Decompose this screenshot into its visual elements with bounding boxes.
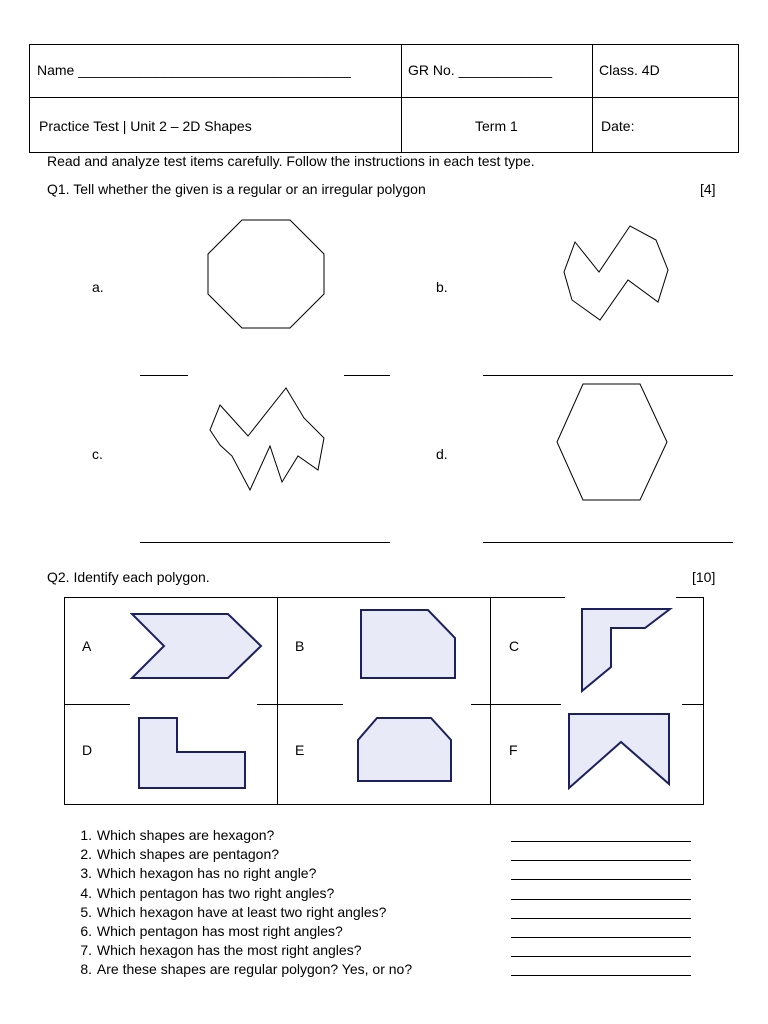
question-text: Which hexagon has the most right angles?: [96, 942, 362, 959]
answer-line[interactable]: [511, 956, 691, 957]
class-label: Class. 4D: [599, 62, 660, 78]
list-item: [66, 903, 412, 922]
shape-f-notched: [569, 714, 669, 788]
cell-label-c: C: [509, 638, 520, 654]
list-item: [66, 941, 412, 960]
answer-line[interactable]: [511, 879, 691, 880]
instructions-text: Read and analyze test items carefully. Follow the instructions in each test type.: [47, 153, 535, 169]
date-field[interactable]: Date:: [601, 118, 635, 134]
cell-label-e: E: [295, 742, 305, 758]
answer-line[interactable]: [511, 937, 691, 938]
test-title: Practice Test | Unit 2 – 2D Shapes: [39, 118, 252, 134]
list-item: [66, 826, 412, 845]
question-number: 2.: [80, 846, 92, 863]
cell-label-f: F: [509, 742, 518, 758]
list-item: [66, 845, 412, 864]
question-number: 3.: [80, 865, 92, 882]
shape-e-hexagon: [358, 718, 451, 781]
question-text: Which shapes are pentagon?: [96, 846, 280, 863]
question-number: 1.: [80, 827, 92, 843]
question-number: 7.: [80, 942, 92, 959]
q1-item-b-label: b.: [436, 279, 448, 295]
q1-item-c-label: c.: [92, 446, 103, 462]
q1-points: [4]: [700, 181, 716, 197]
q1-item-d-label: d.: [436, 446, 448, 462]
list-item: [66, 960, 412, 979]
q2-question-list: [66, 826, 412, 980]
question-text: Which hexagon has no right angle?: [96, 865, 317, 882]
question-text: Which hexagon have at least two right angles?: [96, 903, 387, 920]
shape-a-chevron: [132, 614, 261, 678]
answer-line[interactable]: [511, 841, 691, 842]
answer-line[interactable]: [511, 918, 691, 919]
cell-label-b: B: [295, 638, 305, 654]
cell-label-a: A: [82, 638, 92, 654]
answer-line[interactable]: [511, 860, 691, 861]
question-text: Which shapes are hexagon?: [96, 827, 275, 843]
answer-line[interactable]: [511, 975, 691, 976]
question-text: Are these shapes are regular polygon? Yes, or no?: [96, 961, 413, 978]
shape-b-pentagon: [361, 610, 455, 678]
answer-line[interactable]: [511, 899, 691, 900]
q2-points: [10]: [692, 569, 716, 585]
list-item: [66, 884, 412, 903]
cell-label-d: D: [82, 742, 93, 758]
list-item: [66, 922, 412, 941]
question-number: 8.: [80, 961, 92, 978]
term-label: Term 1: [475, 118, 518, 134]
q1-item-a-label: a.: [92, 279, 104, 295]
shape-d-l-shape: [139, 718, 245, 788]
name-field[interactable]: Name ___________________________________: [37, 62, 351, 78]
list-item: [66, 864, 412, 883]
question-text: Which pentagon has most right angles?: [96, 922, 343, 939]
q1-prompt: Q1. Tell whether the given is a regular or an irregular polygon: [47, 181, 426, 197]
gr-number-field[interactable]: GR No. ____________: [408, 62, 552, 78]
question-text: Which pentagon has two right angles?: [96, 884, 335, 901]
q2-prompt: Q2. Identify each polygon.: [47, 569, 210, 585]
question-number: 4.: [80, 884, 92, 901]
question-number: 5.: [80, 903, 92, 920]
shape-c-l-angle: [582, 609, 670, 691]
question-number: 6.: [80, 922, 92, 939]
